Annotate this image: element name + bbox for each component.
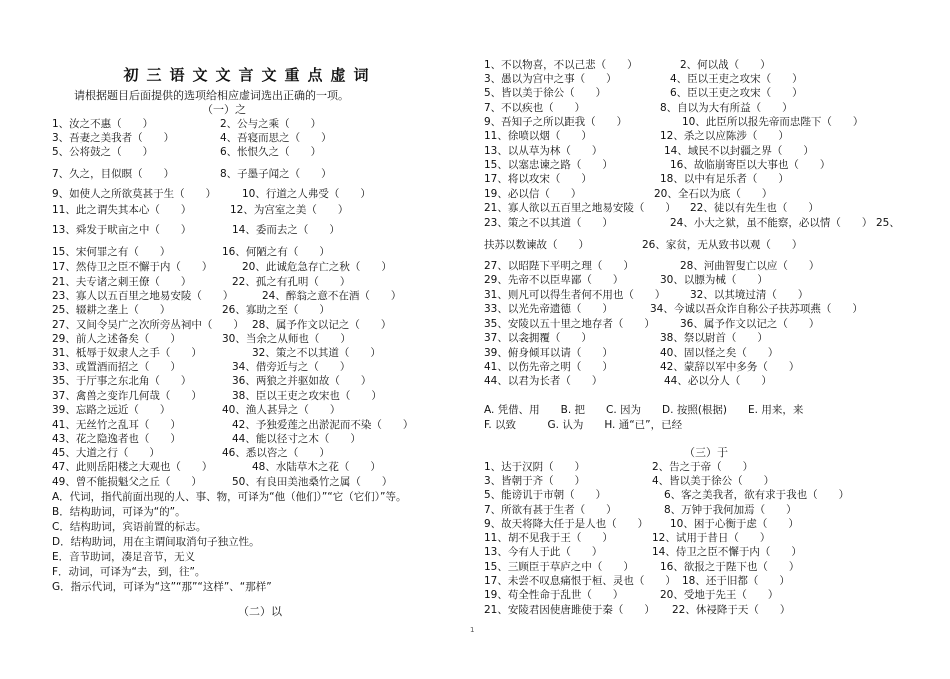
- question-item: 29、前人之述备矣（ ）: [52, 333, 181, 345]
- question-item: 14、委而去之（ ）: [232, 224, 340, 236]
- question-item: 9、如使人之所欲莫甚于生（ ）: [52, 188, 217, 200]
- section-heading-yi: （二）以: [238, 605, 282, 618]
- question-item: 20、受地于先王（ ）: [660, 589, 779, 601]
- option-line-yi-1: A. 凭借、用 B. 把 C. 因为 D. 按照(根据) E. 用来，来: [484, 404, 804, 416]
- question-item: 15、以塞忠谏之路（ ）: [484, 159, 613, 171]
- question-item: 19、苟全性命于乱世（ ）: [484, 589, 624, 601]
- question-item: 44、能以径寸之木（ ）: [232, 433, 361, 445]
- option-item: B．结构助词，可译为“的”。: [52, 506, 186, 518]
- question-item: 24、醉翁之意不在酒（ ）: [262, 290, 402, 302]
- page-number: 1: [470, 626, 475, 634]
- question-item: 41、以伤先帝之明（ ）: [484, 361, 613, 373]
- question-item: 8、万钟于我何加焉（ ）: [664, 504, 797, 516]
- question-item: 46、悉以咨之（ ）: [222, 447, 330, 459]
- question-item: 11、此之谓失其本心（ ）: [52, 204, 192, 216]
- question-item: 22、孤之有孔明（ ）: [232, 276, 351, 288]
- question-item: 18、以中有足乐者（ ）: [660, 173, 789, 185]
- question-item: 3、愚以为宫中之事（ ）: [484, 73, 617, 85]
- question-item: 32、以其境过清（ ）: [690, 289, 809, 301]
- question-item: 6、怅恨久之（ ）: [220, 146, 322, 158]
- question-item: 17、将以攻宋（ ）: [484, 173, 592, 185]
- question-item: 6、臣以王吏之攻宋（ ）: [670, 87, 803, 99]
- question-item: 2、公与之乘（ ）: [220, 118, 322, 130]
- question-item: 36、两狼之并驱如故（ ）: [232, 375, 372, 387]
- question-item: 1、不以物喜，不以己悲（ ）: [484, 59, 638, 71]
- option-item: D．结构助词，用在主谓间取消句子独立性。: [52, 536, 260, 548]
- question-item: 4、吾寝而思之（ ）: [220, 132, 332, 144]
- question-item: 37、以衾拥覆（ ）: [484, 332, 592, 344]
- question-item: 27、又间令吴广之次所旁丛祠中（ ）: [52, 319, 244, 331]
- question-item: 32、策之不以其道（ ）: [252, 347, 381, 359]
- question-item: 29、先帝不以臣卑鄙（ ）: [484, 274, 624, 286]
- question-item: 12、杀之以应陈涉（ ）: [660, 130, 789, 142]
- question-item: 44、以君为长者（ ）: [484, 375, 603, 387]
- question-item: 13、舜发于畎亩之中（ ）: [52, 224, 192, 236]
- section-heading-zhi: （一）之: [202, 103, 246, 116]
- question-item: 10、困于心衡于虑（ ）: [670, 518, 799, 530]
- question-item: 37、禽兽之变诈几何哉（ ）: [52, 390, 202, 402]
- question-item: 14、侍卫之臣不懈于内（ ）: [652, 546, 802, 558]
- question-item: 34、借旁近与之（ ）: [232, 361, 351, 373]
- question-item: 4、皆以美于徐公（ ）: [652, 475, 775, 487]
- question-item: 48、水陆草木之花（ ）: [252, 461, 381, 473]
- question-item: 30、以膘为械（ ）: [660, 274, 768, 286]
- question-item: 27、以昭陛下平明之理（ ）: [484, 260, 634, 272]
- question-item: 39、忘路之远近（ ）: [52, 404, 171, 416]
- question-item: 43、花之隐逸者也（ ）: [52, 433, 181, 445]
- question-item: 15、宋何罪之有（ ）: [52, 246, 171, 258]
- question-item: 31、柢辱于奴隶人之手（ ）: [52, 347, 202, 359]
- option-item: E．音节助词，凑足音节，无义: [52, 551, 196, 563]
- question-item: 1、达于汉阴（ ）: [484, 461, 586, 473]
- question-item: 38、臣以王吏之攻宋也（ ）: [232, 390, 382, 402]
- question-item: 16、欲报之于陛下也（ ）: [660, 561, 800, 573]
- question-item: 15、三顾臣于草庐之中（ ）: [484, 561, 634, 573]
- question-item: 16、故临崩寄臣以大事也（ ）: [670, 159, 831, 171]
- question-item: 21、寡人欲以五百里之地易安陵（ ）: [484, 202, 676, 214]
- question-item: 5、皆以美于徐公（ ）: [484, 87, 607, 99]
- question-item: 6、客之美我者，欲有求于我也（ ）: [664, 489, 850, 501]
- question-item: 21、夫专诸之刺王僚（ ）: [52, 276, 192, 288]
- question-item: 23、策之不以其道（ ）: [484, 217, 613, 229]
- question-item: 17、然侍卫之臣不懈于内（ ）: [52, 261, 213, 273]
- question-item: 5、公将鼓之（ ）: [52, 146, 154, 158]
- question-item: 20、全石以为底（ ）: [654, 188, 773, 200]
- question-item: 9、故天将降大任于是人也（ ）: [484, 518, 649, 530]
- question-item: 28、属予作文以记之（ ）: [252, 319, 392, 331]
- question-item: 45、大道之行（ ）: [52, 447, 160, 459]
- question-item: 12、为宫室之美（ ）: [230, 204, 349, 216]
- question-item: 8、自以为大有所益（ ）: [660, 102, 793, 114]
- question-item: 7、不以疾也（ ）: [484, 102, 586, 114]
- question-item: 2、何以战（ ）: [680, 59, 771, 71]
- instruction: 请根据题目后面提供的选项给相应虚词选出正确的一项。: [74, 89, 349, 102]
- question-item: 33、以光先帝遗德（ ）: [484, 303, 613, 315]
- question-item: 40、固以怪之矣（ ）: [660, 347, 779, 359]
- question-item: 7、所欲有甚于生者（ ）: [484, 504, 617, 516]
- question-item: 30、当余之从师也（ ）: [222, 333, 351, 345]
- question-item: 31、则凡可以得生者何不用也（ ）: [484, 289, 666, 301]
- question-item: 44、必以分人（ ）: [664, 375, 772, 387]
- question-item: 35、安陵以五十里之地存者（ ）: [484, 318, 655, 330]
- question-item: 20、此诚危急存亡之秋（ ）: [242, 261, 392, 273]
- question-item: 5、能谤讥于市朝（ ）: [484, 489, 607, 501]
- question-item: 10、此臣所以报先帝而忠陛下（ ）: [682, 116, 864, 128]
- question-item: 39、俯身倾耳以请（ ）: [484, 347, 613, 359]
- question-item: 12、试用于昔日（ ）: [652, 532, 771, 544]
- question-item: 2、告之于帝（ ）: [652, 461, 754, 473]
- question-item: 14、域民不以封疆之界（ ）: [664, 145, 814, 157]
- question-item: 33、或置酒而招之（ ）: [52, 361, 181, 373]
- option-item: F．动词，可译为“去，到，往”。: [52, 566, 206, 578]
- question-item: 36、属予作文以记之（ ）: [680, 318, 820, 330]
- question-item: 7、久之，目似瞑（ ）: [52, 168, 175, 180]
- question-item: 16、何陋之有（ ）: [222, 246, 330, 258]
- question-item: 50、有良田美池桑竹之属（ ）: [232, 476, 393, 488]
- question-item: 9、吾知子之所以距我（ ）: [484, 116, 628, 128]
- question-item: 49、曾不能损魁父之丘（ ）: [52, 476, 202, 488]
- option-line-yi-2: F. 以致 G. 认为 H. 通“已”，已经: [484, 419, 683, 431]
- question-item: 10、行道之人弗受（ ）: [242, 188, 371, 200]
- question-item: 35、于厅事之东北角（ ）: [52, 375, 192, 387]
- question-item: 34、今诚以吾众诈自称公子扶苏项燕（ ）: [650, 303, 863, 315]
- question-item: 24、小大之狱，虽不能察，必以情（ ）: [670, 217, 873, 229]
- question-item: 38、祭以尉首（ ）: [660, 332, 768, 344]
- question-item: 18、还于旧都（ ）: [682, 575, 790, 587]
- question-item: 47、此则岳阳楼之大观也（ ）: [52, 461, 213, 473]
- question-item: 13、以从草为林（ ）: [484, 145, 603, 157]
- question-item: 22、休祲降于天（ ）: [672, 604, 791, 616]
- question-item: 42、予独爱莲之出淤泥而不染（ ）: [232, 419, 414, 431]
- question-item: 1、汝之不惠（ ）: [52, 118, 154, 130]
- question-item: 26、寡助之至（ ）: [222, 304, 330, 316]
- page-title: 初三语文文言文重点虚词: [123, 66, 377, 84]
- question-item: 19、必以信（ ）: [484, 188, 582, 200]
- overflow-item-25: 25、: [876, 217, 900, 229]
- question-item: 22、徒以有先生也（ ）: [690, 202, 819, 214]
- question-item: 11、胡不见我于王（ ）: [484, 532, 613, 544]
- option-item: A．代词，指代前面出现的人、事、物，可译为“他（他们）”“它（它们）”等。: [52, 491, 407, 503]
- question-item: 41、无丝竹之乱耳（ ）: [52, 419, 181, 431]
- question-item: 40、渔人甚异之（ ）: [222, 404, 341, 416]
- question-item: 3、皆朝于齐（ ）: [484, 475, 586, 487]
- question-item: 4、臣以王吏之攻宋（ ）: [670, 73, 803, 85]
- option-item: G．指示代词，可译为“这”“那”“这样”、“那样”: [52, 581, 272, 593]
- question-item: 扶苏以数谏故（ ）: [484, 239, 589, 251]
- question-item: 25、辍耕之垄上（ ）: [52, 304, 171, 316]
- question-item: 8、子墨子闻之（ ）: [220, 168, 332, 180]
- question-item: 13、今有人于此（ ）: [484, 546, 603, 558]
- section-heading-yu: （三）于: [684, 446, 728, 459]
- option-item: C．结构助词，宾语前置的标志。: [52, 521, 207, 533]
- question-item: 11、徐喷以烟（ ）: [484, 130, 592, 142]
- question-item: 17、未尝不叹息痛恨于桓、灵也（ ）: [484, 575, 676, 587]
- question-item: 21、安陵君因使唐雎使于秦（ ）: [484, 604, 655, 616]
- question-item: 23、寡人以五百里之地易安陵（ ）: [52, 290, 234, 302]
- question-item: 26、家贫，无从致书以观（ ）: [642, 239, 803, 251]
- question-item: 42、蒙辞以军中多务（ ）: [660, 361, 800, 373]
- question-item: 28、河曲智叟亡以应（ ）: [680, 260, 820, 272]
- question-item: 3、吾妻之美我者（ ）: [52, 132, 175, 144]
